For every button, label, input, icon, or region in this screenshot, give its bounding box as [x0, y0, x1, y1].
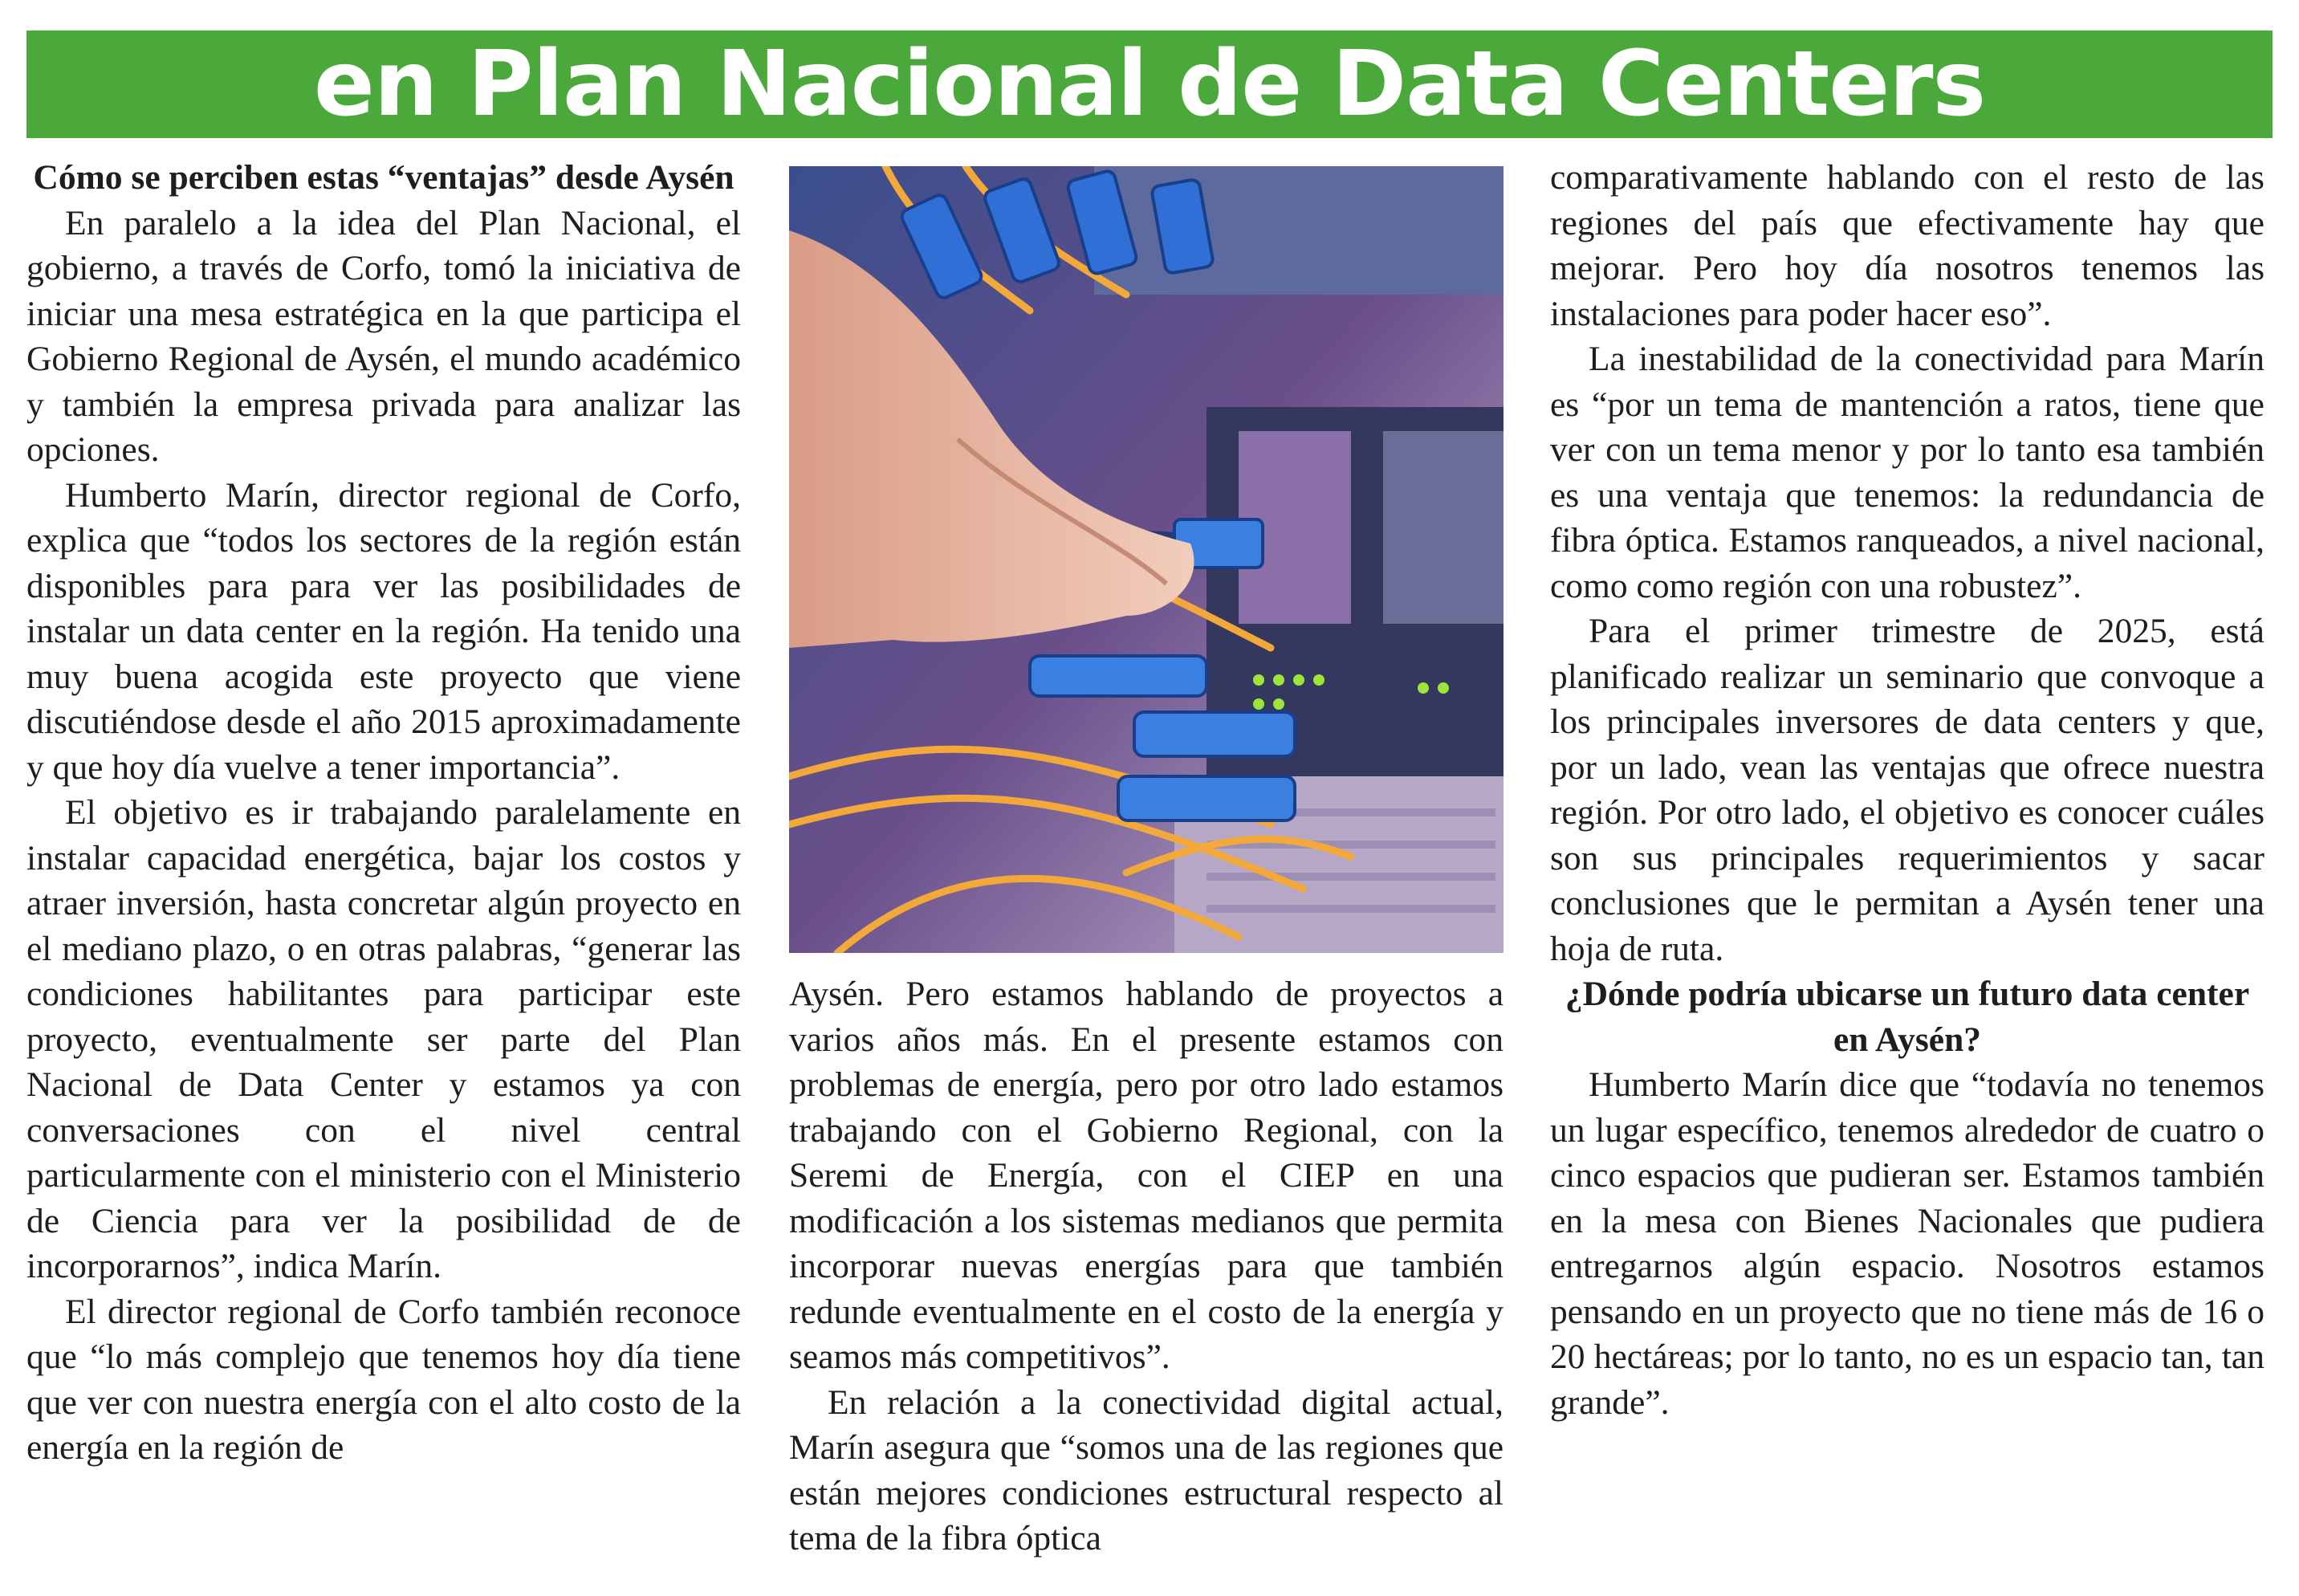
paragraph: En relación a la conectividad digital actual, Marín asegura que “somos una de las regiones que están mejores condiciones estructural respecto al tema de la fibra óptica	[789, 1382, 1504, 1557]
paragraph: El director regional de Corfo también reconoce que “lo más complejo que tenemos hoy día tiene que ver con nuestra energía con el alto costo de la energía en la región de	[26, 1292, 741, 1467]
paragraph: En paralelo a la idea del Plan Nacional, el gobierno, a través de Corfo, tomó la iniciativa de iniciar una mesa estratégica en la que participa el Gobierno Regional de Aysén, el mundo académico y también la empresa privada para analizar las opciones.	[26, 203, 741, 469]
fiber-optic-photo	[789, 166, 1504, 953]
paragraph: comparativamente hablando con el resto de las regiones del país que efectivamente hay que mejorar. Pero hoy día nosotros tenemos las instalaciones para poder hacer eso”.	[1550, 158, 2264, 333]
article-column-3	[1550, 155, 2264, 1425]
headline-title: en Plan Nacional de Data Centers	[313, 32, 1986, 136]
paragraph: Humberto Marín, director regional de Corfo, explica que “todos los sectores de la región están disponibles para para ver las posibilidades de instalar un data center en la región. Ha tenido una muy buena acogida este proyecto que viene discutiéndose desde el año 2015 aproximadamente y que hoy día vuelve a tener importancia”.	[26, 475, 741, 787]
paragraph: Aysén. Pero estamos hablando de proyectos a varios años más. En el presente estamos con problemas de energía, pero por otro lado estamos trabajando con el Gobierno Regional, con la Seremi de Energía, con el CIEP en una modificación a los sistemas medianos que permita incorporar nuevas energías para que también redunde eventualmente en el costo de la energía y seamos más competitivos”.	[789, 975, 1504, 1376]
paragraph: Humberto Marín dice que “todavía no tenemos un lugar específico, tenemos alrededor de cuatro o cinco espacios que pudieran ser. Estamos también en la mesa con Bienes Nacionales que pudiera entregarnos algún espacio. Nosotros estamos pensando en un proyecto que no tiene más de 16 o 20 hectáreas; por lo tanto, no es un espacio tan, tan grande”.	[1550, 1065, 2264, 1422]
headline-banner	[26, 31, 2273, 138]
section-heading-ventajas: Cómo se perciben estas “ventajas” desde Aysén	[33, 158, 734, 197]
paragraph: El objetivo es ir trabajando paralelamente en instalar capacidad energética, bajar los costos y atraer inversión, hasta concretar algún proyecto en el mediano plazo, o en otras palabras, “generar las condiciones habilitantes para participar este proyecto, eventualmente ser parte del Plan Nacional de Data Center y estamos ya con conversaciones con el nivel central particularmente con el ministerio con el Ministerio de Ciencia para ver la posibilidad de de incorporarnos”, indica Marín.	[26, 793, 741, 1285]
section-heading-ubicacion: ¿Dónde podría ubicarse un futuro data center en Aysén?	[1565, 975, 2250, 1059]
paragraph: La inestabilidad de la conectividad para Marín es “por un tema de mantención a ratos, tiene que ver con un tema menor y por lo tanto esa también es una ventaja que tenemos: la redundancia de fibra óptica. Estamos ranqueados, a nivel nacional, como como región con una robustez”.	[1550, 340, 2264, 605]
fiber-optic-illustration	[789, 166, 1504, 953]
article-column-2	[789, 971, 1504, 1561]
article-column-1	[26, 155, 741, 1471]
paragraph: Para el primer trimestre de 2025, está planificado realizar un seminario que convoque a los principales inversores de data centers y que, por un lado, vean las ventajas que ofrece nuestra región. Por otro lado, el objetivo es conocer cuáles son sus principales requerimientos y sacar conclusiones que le permitan a Aysén tener una hoja de ruta.	[1550, 612, 2264, 968]
